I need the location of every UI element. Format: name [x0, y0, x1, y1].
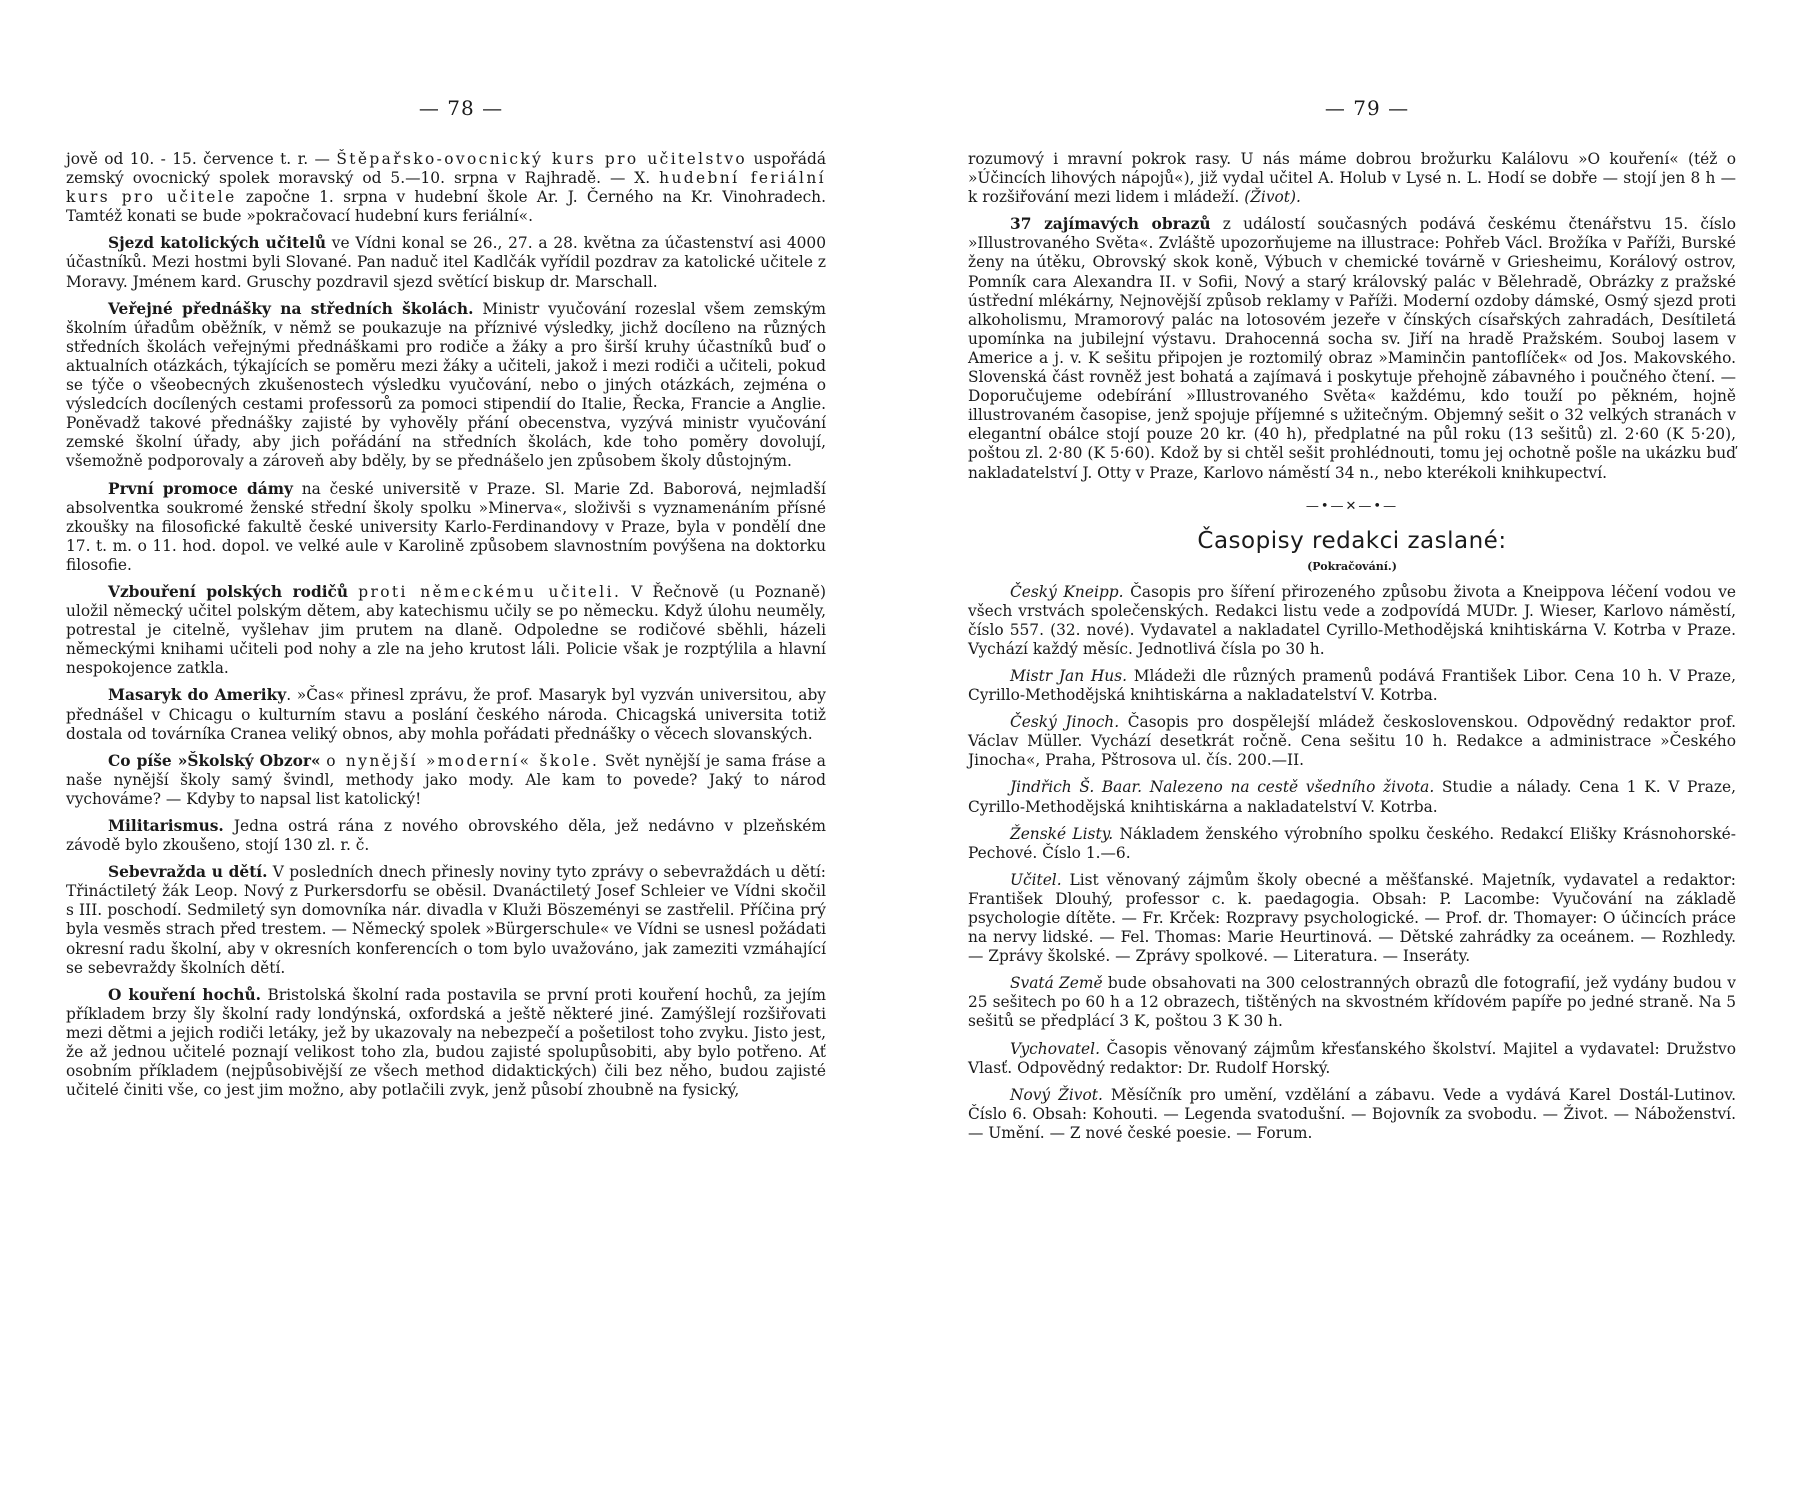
- section-subtitle: (Pokračování.): [1307, 559, 1397, 573]
- paragraph-text: Mládeži dle různých pramenů podává František Libor. Cena 10 h. V Praze, Cyrillo-Methodějská knihtiskárna a nakladatelství V. Kotrba.: [968, 666, 1736, 705]
- article-paragraph: [66, 752, 826, 809]
- paragraph-heading: Veřejné přednášky na středních školách.: [108, 299, 474, 318]
- paragraph-text: Časopis věnovaný zájmům křesťanského školství. Majitel a vydavatel: Družstvo Vlasť. Odpovědný redaktor: Dr. Rudolf Horský.: [968, 1039, 1736, 1077]
- paragraph-text: bude obsahovati na 300 celostranných obrazů dle fotografií, jež vydány budou v 25 sešitech po 60 h a 12 obrazech, tištěných na skvostném křídovém papíře po jedné straně. Na 5 sešitů se předplácí 3 K, poštou 3 K 30 h.: [968, 974, 1736, 1031]
- article-paragraph: [66, 817, 826, 855]
- periodical-entry: [968, 825, 1736, 863]
- paragraph-heading: Sjezd katolických učitelů: [108, 234, 327, 253]
- paragraph-text: Měsíčník pro umění, vzdělání a zábavu. Vede a vydává Karel Dostál-Lutinov. Číslo 6. Obsah: Kohouti. — Legenda svatodušní. — Bojovník za svobodu. — Život. — Náboženství. — Umění. — Z nové české poesie. — Forum.: [968, 1085, 1736, 1142]
- periodical-title: Český Jinoch.: [1010, 713, 1120, 732]
- page-number-right: — 79 —: [1324, 96, 1410, 120]
- periodical-entry: [968, 583, 1736, 659]
- paragraph-text: List věnovaný zájmům školy obecné a měšťanské. Majetník, vydavatel a redaktor: František Dlouhý, professor c. k. paedagogia. Obsah: P. Lacombe: Vyučování na základě psychologie dítěte. — Fr. Krček: Rozpravy psychologické. — Prof. dr. Thomayer: O účincích práce na nervy lidské. — Fel. Thomas: Marie Heurtinová. — Dětské zahrádky za oceánem. — Rozhledy. — Zprávy školské. — Zprávy spolkové. — Literatura. — Inseráty.: [968, 870, 1736, 966]
- paragraph-text: Časopis pro dospělejší mládež československou. Odpovědný redaktor prof. Václav Müller. Vychází desetkrát ročně. Cena sešitu 10 h. Redakce a administrace »Českého Jinocha«, Praha, Pštrosova ul. čís. 200.—II.: [968, 713, 1736, 770]
- periodicals-list: [968, 583, 1736, 1143]
- paragraph-text: ve Vídni konal se 26., 27. a 28. května za účastenství asi 4000 účastníků. Mezi hostmi byli Slované. Pan naduč itel Kadlčák vyřídil pozdrav za katolické učitele z Moravy. Jménem kard. Gruschy pozdravil sjezd světící biskup dr. Marschall.: [66, 234, 826, 291]
- page-number-left: — 78 —: [418, 96, 504, 120]
- periodical-title: Vychovatel.: [1010, 1039, 1100, 1058]
- periodical-entry: [968, 1040, 1736, 1078]
- section-title: Časopisy redakci zaslané:: [1197, 527, 1507, 554]
- periodical-title: Svatá Země: [1010, 974, 1103, 993]
- paragraph-text: Svět nynější je sama fráse a naše nynější školy samý švindl, methody jako mody. Ale kam to povede? Jaký to národ vychováme? — Kdyby to napsal list katolický!: [66, 751, 826, 808]
- paragraph-text: jově od 10. - 15. července t. r. —: [66, 150, 337, 168]
- article-paragraph: [66, 863, 826, 978]
- paragraph-text: hudební feriální kurs pro učitele: [66, 169, 827, 207]
- paragraph-heading: 37 zajímavých obrazů: [1010, 215, 1211, 234]
- paragraph-text: [348, 583, 358, 601]
- paragraph-heading: Militarismus.: [108, 817, 224, 835]
- ornament-divider: —•—✕—•—: [1305, 498, 1399, 514]
- periodical-title: Český Kneipp.: [1010, 582, 1124, 601]
- paragraph-text: Studie a nálady. Cena 1 K. V Praze, Cyrillo-Methodějská knihtiskárna a nakladatelství V. Kotrba.: [968, 778, 1737, 816]
- periodical-title: (Život).: [1244, 188, 1301, 207]
- paragraph-text: o nynější »moderní« škole.: [326, 751, 600, 770]
- paragraph-text: V Řečnově (u Poznaně) uložil německý učitel polským dětem, aby katechismu učily se po německu. Když úlohu neuměly, potrestal je citelně, vyšlehav jim prutem na dlaně. Odpoledne se rodičové sběhli, házeli německými knihami učiteli pod nohy a zle na jeho krutost láli. Policie však je rozptýlila a hlavní nespokojence zatkla.: [66, 582, 826, 678]
- paragraph-text: Ministr vyučování rozeslal všem zemským školním úřadům oběžník, v němž se poukazuje na příznivé výsledky, jichž docíleno na různých středních školách veřejnými přednáškami pro rodiče a žáky a pro širší kruhy účastníků buď o aktualních otázkách, týkajících se poměru mezi žáky a učiteli, jakož i mezi rodiči a učiteli, pokud se týče o všeobecných zkušenostech výsledku vyučování, nebo o jiných otázkách, zejména o výsledcích docílených cestami professorů za pomoci stipendií do Italie, Řecka, Francie a Anglie. Poněvadž takové přednášky zajisté by vyhověly přání obecenstva, vyzývá ministr vyučování zemské školní úřady, aby jich pořádání na středních školách, kde toho poměry dovolují, všemožně podporovaly a zároveň aby bděly, by se přednášelo jen způsobem školy důstojným.: [66, 299, 826, 471]
- article-paragraph: [968, 215, 1736, 482]
- right-page-body: [968, 150, 1736, 483]
- paragraph-text: Štěpařsko-ovocnický kurs pro učitelstvo: [336, 150, 748, 168]
- paragraph-text: . »Čas« přinesl zprávu, že prof. Masaryk byl vyzván universitou, aby přednášel v Chicagu o kulturním stavu a poslání českého národa. Chicagská universita totiž dostala od továrníka Cranea veliký obnos, aby mohla pořádati přednášky o věcech slovanských.: [66, 686, 826, 743]
- article-paragraph: [66, 300, 826, 472]
- paragraph-heading: Masaryk do Ameriky: [108, 686, 287, 705]
- periodical-title: Mistr Jan Hus.: [1010, 666, 1127, 685]
- article-paragraph: [66, 234, 826, 291]
- left-page-body: [66, 150, 826, 1100]
- periodical-entry: [968, 871, 1736, 966]
- paragraph-text: na české universitě v Praze. Sl. Marie Zd. Baborová, nejmladší absolventka soukromé ženské střední školy spolku »Minerva«, složivši s vyznamenáním přísné zkoušky na filosofické fakultě české university Karlo-Ferdinandovy v Praze, byla v pondělí dne 17. t. m. o 11. hod. dopol. ve velké aule v Karolině způsobem slavnostním povýšena na doktorku filosofie.: [66, 479, 826, 574]
- periodical-title: Nový Život.: [1010, 1085, 1103, 1104]
- periodical-entry: [968, 667, 1736, 705]
- paragraph-text: proti německému učiteli.: [358, 582, 622, 601]
- paragraph-heading: Vzbouření polských rodičů: [108, 582, 349, 601]
- periodical-title: Učitel.: [1010, 870, 1062, 889]
- paragraph-text: Jedna ostrá rána z nového obrovského děla, jež nedávno v plzeňském závodě bylo zkoušeno, stojí 130 zl. r. č.: [66, 817, 826, 855]
- paragraph-text: Nákladem ženského výrobního spolku českého. Redakcí Elišky Krásnohorské-Pechové. Číslo 1.—6.: [968, 824, 1736, 862]
- paragraph-text: Bristolská školní rada postavila se první proti kouření hochů, za jejím příkladem brzy šly školní rady londýnská, oxfordská a ještě některé jiné. Zamýšlejí rozšiřovati mezi dětmi a jejich rodiči letáky, jež by ukazovaly na nebezpečí a pošetilost toho zvyku. Jisto jest, že až jednou učitelé poznají velikost toho zla, budou zajisté spolupůsobiti, aby bylo potřeno. Ať osobním příkladem (nejpůsobivější ze všech method didaktických) čili bez něho, budou zajisté učitelé činiti vše, co jest jim možno, aby potlačili zvyk, jenž působí zhoubně na fysický,: [66, 985, 827, 1100]
- paragraph-text: z událostí současných podává českému čtenářstvu 15. číslo »Illustrovaného Světa«. Zvláště upozorňujeme na illustrace: Pohřeb Václ. Brožíka v Paříži, Burské ženy na útěku, Obrovský skok koně, Výbuch v chemické továrně v Griesheimu, Korálový ostrov, Pomník cara Alexandra II. v Sofii, Nový a starý královský palác v Bělehradě, Obrázky z pražské ústřední mlékárny, Nejnovější způsob reklamy v Paříži. Moderní ozdoby dámské, Osmý sjezd proti alkoholismu, Mramorový palác na lotosovém jezeře v čínských císařských zahradách, Desítiletá upomínka na jubilejní výstavu. Drahocenná socha sv. Jiří na hradě Pražském. Souboj lasem v Americe a j. v. K sešitu připojen je roztomilý obraz »Maminčin pantoflíček« od Jos. Makovského. Slovenská část rovněž jest bohatá a zajímavá i poskytuje přehojně zábavného i poučného čtení. — Doporučujeme odebírání »Illustrovaného Světa« každému, kdo touží po pěkném, hojně illustrovaném časopise, jenž spojuje příjemné s užitečným. Objemný sešit o 32 velkých stranách v elegantní obálce stojí pouze 20 kr. (40 h), předplatné na půl roku (13 sešitů) zl. 2·60 (K 5·20), poštou zl. 2·80 (K 5·60). Kdož by si chtěl sešit prohlédnouti, tomu jej ochotně pošle na ukázku buď nakladatelství J. Otty v Praze, Karlovo náměstí 34 n., nebo kterékoli knihkupectví.: [968, 215, 1736, 482]
- article-paragraph: [66, 583, 826, 678]
- article-paragraph: [66, 986, 826, 1101]
- paragraph-heading: Co píše »Školský Obzor«: [108, 751, 321, 770]
- paragraph-heading: Sebevražda u dětí.: [108, 863, 268, 882]
- periodical-title: Ženské Listy.: [1010, 824, 1114, 843]
- article-paragraph: [66, 686, 826, 743]
- left-page: [66, 96, 826, 1108]
- periodical-entry: [968, 974, 1736, 1031]
- right-page: [968, 96, 1736, 1151]
- article-paragraph: [968, 150, 1736, 207]
- periodical-entry: [968, 1086, 1736, 1143]
- paragraph-text: Časopis pro šíření přirozeného způsobu života a Kneippova léčení vodou ve všech vrstvách společenských. Redakci listu vede a zodpovídá MUDr. J. Wieser, Karlovo náměstí, číslo 557. (32. nové). Vydavatel a nakladatel Cyrillo-Methodějská knihtiskárna V. Kotrba v Praze. Vychází každý měsíc. Jednotlivá čísla po 30 h.: [968, 582, 1737, 658]
- paragraph-heading: O kouření hochů.: [108, 985, 262, 1004]
- periodical-entry: [968, 713, 1736, 770]
- paragraph-heading: První promoce dámy: [108, 479, 293, 498]
- paragraph-text: započne 1. srpna v hudební škole Ar. J. Černého na Kr. Vinohradech. Tamtéž konati se bude »pokračovací hudební kurs feriální«.: [66, 188, 826, 226]
- paragraph-text: rozumový i mravní pokrok rasy. U nás máme dobrou brožurku Kalálovu »O kouření« (též o »Účincích lihových nápojů«), již vydal učitel A. Holub v Lysé n. L. Hodí se dobře — stojí jen 8 h — k rozšiřování mezi lidem i mládeží.: [968, 150, 1736, 207]
- periodical-title: Jindřich Š. Baar. Nalezeno na cestě všedního života.: [1010, 778, 1435, 797]
- article-paragraph: [66, 150, 826, 226]
- article-paragraph: [66, 480, 826, 575]
- periodical-entry: [968, 778, 1736, 816]
- paragraph-text: uspořádá zemský ovocnický spolek moravský od 5.—10. srpna v Rajhradě. — X.: [66, 150, 826, 188]
- paragraph-text: V posledních dnech přinesly noviny tyto zprávy o sebevraždách u dětí: Třináctiletý žák Leop. Nový z Purkersdorfu se oběsil. Dvanáctiletý Josef Schleier ve Vídni skočil s III. poschodí. Sedmiletý syn domovníka nár. divadla v Kluži Böszeményi se zastřelil. Příčina prý byla vesměs strach před trestem. — Německý spolek »Bürgerschule« ve Vídni se usnesl požádati okresní radu školní, aby v okresních konferencích o tom bylo uvažováno, jak zameziti vzmáhající se sebevraždy školních dětí.: [66, 863, 826, 977]
